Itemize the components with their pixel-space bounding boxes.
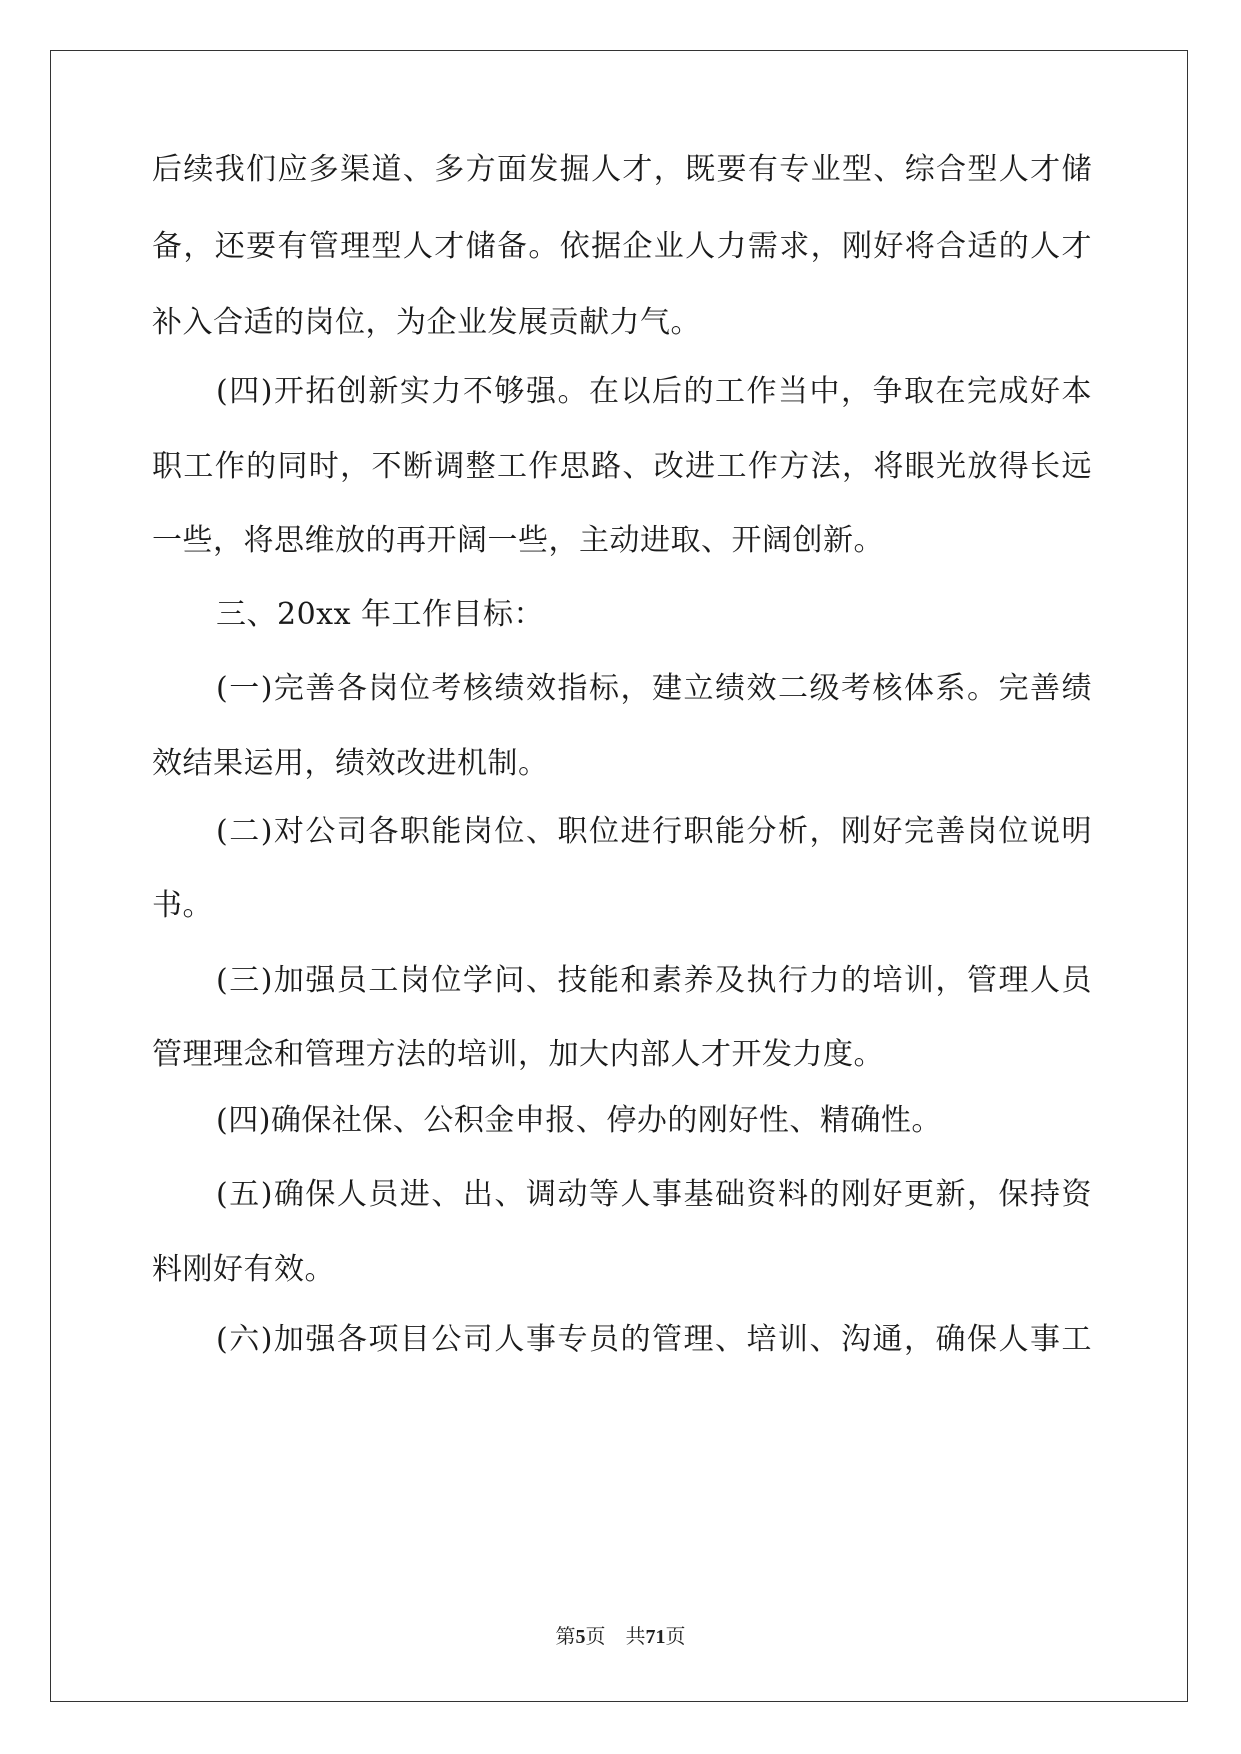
total-pages: 71: [645, 1626, 666, 1648]
page-prefix: 第: [555, 1626, 576, 1648]
section-heading: 三、20xx 年工作目标：: [216, 597, 545, 632]
text-line: (四)开拓创新实力不够强。在以后的工作当中，争取在完成好本: [216, 374, 1092, 409]
text-line: (六)加强各项目公司人事专员的管理、培训、沟通，确保人事工: [216, 1322, 1092, 1357]
page-number: 5: [575, 1626, 586, 1648]
text-line: 补入合适的岗位，为企业发展贡献力气。: [152, 305, 701, 340]
text-line: 后续我们应多渠道、多方面发掘人才，既要有专业型、综合型人才储: [152, 152, 1092, 187]
text-line: 效结果运用，绩效改进机制。: [152, 746, 549, 781]
text-line: 管理理念和管理方法的培训，加大内部人才开发力度。: [152, 1037, 884, 1072]
text-line: (五)确保人员进、出、调动等人事基础资料的刚好更新，保持资: [216, 1177, 1092, 1212]
text-line: 一些，将思维放的再开阔一些，主动进取、开阔创新。: [152, 523, 884, 558]
total-suffix: 页: [665, 1626, 686, 1648]
total-prefix: 共: [625, 1626, 646, 1648]
text-line: (一)完善各岗位考核绩效指标，建立绩效二级考核体系。完善绩: [216, 671, 1092, 706]
page-footer: [0, 1625, 1241, 1649]
page-suffix: 页: [585, 1626, 606, 1648]
text-line: 备，还要有管理型人才储备。依据企业人力需求，刚好将合适的人才: [152, 229, 1092, 264]
text-line: (四)确保社保、公积金申报、停办的刚好性、精确性。: [216, 1103, 942, 1138]
text-line: 书。: [152, 888, 213, 923]
text-line: (二)对公司各职能岗位、职位进行职能分析，刚好完善岗位说明: [216, 814, 1092, 849]
text-line: (三)加强员工岗位学问、技能和素养及执行力的培训，管理人员: [216, 963, 1092, 998]
text-line: 职工作的同时，不断调整工作思路、改进工作方法，将眼光放得长远: [152, 449, 1092, 484]
page-border: [50, 50, 1188, 1702]
text-line: 料刚好有效。: [152, 1252, 335, 1287]
